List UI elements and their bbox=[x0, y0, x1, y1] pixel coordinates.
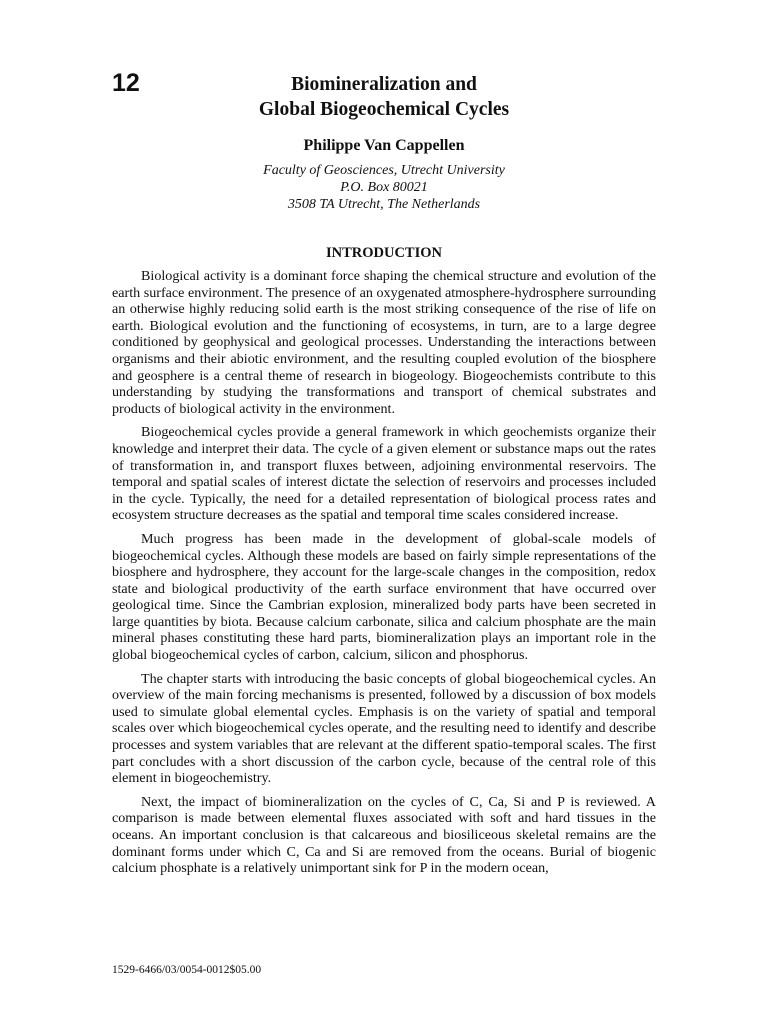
chapter-header bbox=[112, 72, 656, 213]
chapter-title-line: Biomineralization and bbox=[291, 74, 477, 95]
author-name: Philippe Van Cappellen bbox=[303, 137, 465, 154]
chapter-number: 12 bbox=[112, 69, 140, 97]
affiliation-line: P.O. Box 80021 bbox=[340, 180, 428, 195]
author-affiliation bbox=[112, 162, 656, 213]
body-paragraph: Biogeochemical cycles provide a general framework in which geochemists organize their knowledge and interpret their data. The cycle of a given element or substance maps out the rates of transformation in, and transport fluxes between, adjoining environmental reservoirs. The temporal and spatial scales of interest dictate the selection of reservoirs and processes included in the cycle. Typically, the need for a detailed representation of biological process rates and ecosystem structure decreases as the spatial and temporal time scales considered increase. bbox=[112, 424, 656, 524]
affiliation-line: Faculty of Geosciences, Utrecht University bbox=[263, 163, 505, 178]
body-paragraph: Much progress has been made in the development of global-scale models of biogeochemical cycles. Although these models are based on fairly simple representations of the biosphere and hydrosphere, they account for the large-scale changes in the composition, redox state and biological productivity of the earth surface environment that have occurred over geological time. Since the Cambrian explosion, mineralized body parts have been secreted in large quantities by biota. Because calcium carbonate, silica and calcium phosphate are the main mineral phases constituting these hard parts, biomineralization plays an important role in the global biogeochemical cycles of carbon, calcium, silicon and phosphorus. bbox=[112, 530, 656, 664]
chapter-title-line: Global Biogeochemical Cycles bbox=[258, 99, 510, 120]
footer-issn-code: 1529-6466/03/0054-0012$05.00 bbox=[112, 964, 262, 976]
body-paragraph: Biological activity is a dominant force shaping the chemical structure and evolution of the earth surface environment. The presence of an oxygenated atmosphere-hydrosphere surrounding an otherwise highly reducing solid earth is the most striking consequence of the rise of life on earth. Biological evolution and the functioning of ecosystems, in turn, are to a large degree conditioned by geophysical and geological processes. Understanding the interactions between organisms and their abiotic environment, and the resulting coupled evolution of the biosphere and geosphere is a central theme of research in biogeology. Biogeochemists contribute to this understanding by studying the transformations and transport of chemical substrates and products of biological activity in the environment. bbox=[112, 268, 656, 417]
section-heading: INTRODUCTION bbox=[325, 245, 442, 261]
body-paragraph: The chapter starts with introducing the basic concepts of global biogeochemical cycles. An overview of the main forcing mechanisms is presented, followed by a discussion of box models used to simulate global elemental cycles. Emphasis is on the variety of spatial and temporal scales over which biogeochemical cycles operate, and the resulting need to identify and describe processes and system variables that are relevant at the different spatio-temporal scales. The first part concludes with a short discussion of the carbon cycle, because of the central role of this element in biogeochemistry. bbox=[112, 670, 656, 787]
chapter-title bbox=[112, 72, 656, 122]
affiliation-line: 3508 TA Utrecht, The Netherlands bbox=[287, 197, 481, 212]
body-text bbox=[112, 268, 656, 884]
body-paragraph: Next, the impact of biomineralization on the cycles of C, Ca, Si and P is reviewed. A comparison is made between elemental fluxes associated with soft and hard tissues in the oceans. An important conclusion is that calcareous and biosiliceous skeletal remains are the dominant forms under which C, Ca and Si are removed from the oceans. Burial of biogenic calcium phosphate is a relatively unimportant sink for P in the modern ocean, bbox=[112, 793, 656, 877]
